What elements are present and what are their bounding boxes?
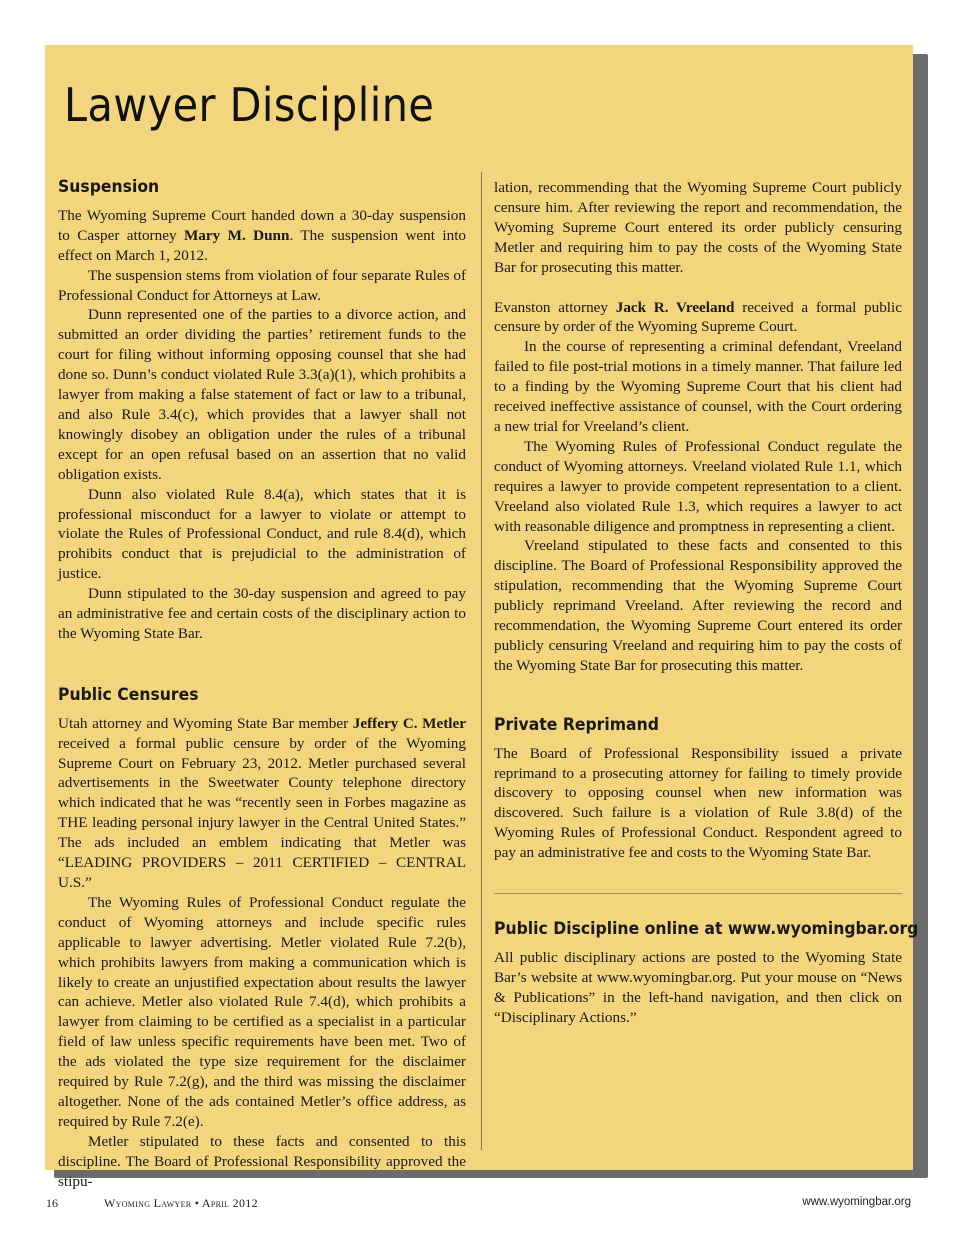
suspension-paragraph-1 (58, 206, 466, 266)
suspension-paragraph-3: Dunn represented one of the parties to a divorce action, and submitted an order dividing the parties’ retirement funds to the court for filing without informing opposing counsel that she had done so. Dunn’s conduct violated Rule 3.3(a)(1), which prohibits a lawyer from making a false statement of fact or law to a tribunal, and also Rule 3.4(c), which provides that a lawyer shall not knowingly disobey an obligation under the rules of a tribunal except for an open refusal based on an assertion that no valid obligation exists. (58, 306, 466, 483)
footer-url[interactable]: www.wyomingbar.org (802, 1196, 911, 1208)
censures-paragraph-2: The Wyoming Rules of Professional Conduct regulate the conduct of Wyoming attorneys and include specific rules applicable to lawyer advertising. Metler violated Rule 7.2(b), which prohibits lawyers from making a communication which is likely to create an unjustified expectation about results the lawyer can achieve. Metler also violated Rule 7.4(d), which prohibits a lawyer from claiming to be certified as a specialist in a particular field of law unless specific requirements have been met. Two of the ads violated the type size requirement for the disclaimer required by Rule 7.2(g), and the third was missing the disclaimer altogether. None of the ads contained Metler’s office address, as required by Rule 7.2(e). (58, 893, 466, 1130)
text-run: The Wyoming Supreme Court handed down a 30-day suspension to Casper attorney (58, 206, 466, 244)
attorney-name-vreeland: Jack R. Vreeland (615, 298, 735, 316)
private-reprimand-section (494, 716, 902, 863)
online-paragraph: All public disciplinary actions are posted to the Wyoming State Bar’s website at www.wyomingbar.org. Put your mouse on “News & Publications” in the left-hand navigation, and then click on “Disciplinary Actions.” (494, 949, 902, 1026)
censures-paragraph-5: In the course of representing a criminal defendant, Vreeland failed to file post-trial motions in a timely manner. That failure led to a finding by the Wyoming Supreme Court that his client had received ineffective assistance of counsel, with the Court ordering a new trial for Vreeland’s client. (494, 338, 902, 435)
right-column (494, 178, 919, 1028)
public-censures-heading: Public Censures (58, 684, 199, 705)
censures-paragraph-6: The Wyoming Rules of Professional Conduct regulate the conduct of Wyoming attorneys. Vreeland violated Rule 1.1, which requires a lawyer to provide competent representation to a client. Vreeland also violated Rule 1.3, which requires a lawyer to act with reasonable diligence and promptness in representing a client. (494, 437, 902, 535)
censures-paragraph-4 (494, 298, 902, 338)
suspension-paragraph-2: The suspension stems from violation of four separate Rules of Professional Conduct for Attorneys at Law. (58, 266, 466, 304)
reprimand-paragraph: The Board of Professional Responsibility issued a private reprimand to a prosecuting attorney for failing to timely provide discovery to opposing counsel when new information was discovered. Such failure is a violation of Rule 3.8(d) of the Wyoming Rules of Professional Conduct. Respondent agreed to pay an administrative fee and costs to the Wyoming State Bar. (494, 744, 902, 862)
attorney-name-dunn: Mary M. Dunn (183, 226, 290, 244)
text-run: received a formal public censure by order of the Wyoming Supreme Court on February 23, 2012. Metler purchased several advertisements in the Sweetwater County telephone directory which indicated that he was “recently seen in Forbes magazine as THE leading personal injury lawyer in the Central United States.” The ads included an emblem indicating that Metler was “LEADING PROVIDERS – 2011 CERTIFIED – CENTRAL U.S.” (58, 734, 466, 891)
left-column (58, 178, 466, 1192)
column-divider (481, 172, 482, 1150)
publication-info: Wyoming Lawyer • April 2012 (104, 1196, 258, 1210)
censures-paragraph-3-start: Metler stipulated to these facts and consented to this discipline. The Board of Professional Responsibility approved the stipu- (58, 1132, 466, 1190)
online-section (494, 919, 919, 1028)
suspension-heading: Suspension (58, 177, 160, 197)
text-run: Utah attorney and Wyoming State Bar member (58, 714, 353, 732)
text-run: Evanston attorney (494, 298, 616, 316)
text-run: . The suspension went into effect on March 1, 2012. (58, 226, 467, 264)
suspension-paragraph-5: Dunn stipulated to the 30-day suspension and agreed to pay an administrative fee and certain costs of the disciplinary action to the Wyoming State Bar. (58, 585, 466, 642)
text-run: received a formal public censure by order of the Wyoming Supreme Court. (494, 298, 902, 336)
suspension-paragraph-4: Dunn also violated Rule 8.4(a), which states that it is professional misconduct for a lawyer to violate or attempt to violate the Rules of Professional Conduct, and rule 8.4(d), which prohibits conduct that is prejudicial to the administration of justice. (58, 485, 466, 583)
page-number: 16 (46, 1196, 58, 1210)
censures-paragraph-3-continued: lation, recommending that the Wyoming Supreme Court publicly censure him. After reviewing the report and recommendation, the Wyoming Supreme Court entered its order publicly censuring Metler and requiring him to pay the costs of the Wyoming State Bar for prosecuting this matter. (494, 179, 902, 276)
private-reprimand-heading: Private Reprimand (494, 714, 659, 735)
section-divider (494, 893, 902, 894)
censures-paragraph-7: Vreeland stipulated to these facts and consented to this discipline. The Board of Professional Responsibility approved the stipulation, recommending that the Wyoming Supreme Court publicly reprimand Vreeland. After reviewing the record and recommendation, the Wyoming Supreme Court entered its order publicly censuring Vreeland and requiring him to pay the costs of the Wyoming State Bar for prosecuting this matter. (494, 537, 902, 674)
online-heading: Public Discipline online at www.wyomingbar.org (494, 919, 919, 940)
censures-paragraph-1 (58, 714, 466, 893)
page-title: Lawyer Discipline (64, 78, 435, 132)
attorney-name-metler: Jeffery C. Metler (352, 714, 466, 732)
public-censures-section (58, 686, 466, 1192)
